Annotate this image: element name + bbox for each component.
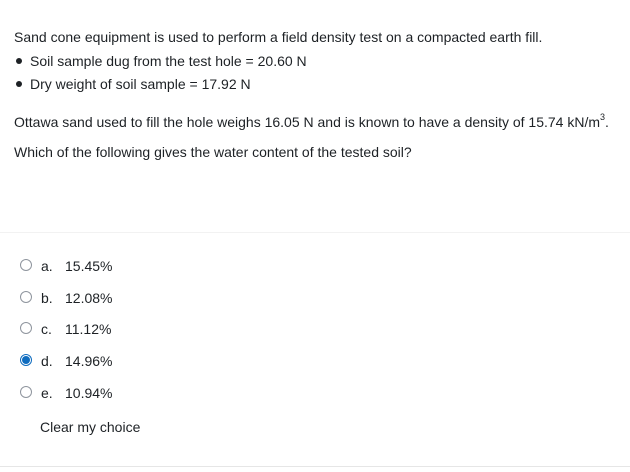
radio-button-icon[interactable] (20, 291, 32, 303)
option-value: 12.08% (65, 290, 113, 306)
answer-option-b[interactable] (17, 288, 217, 308)
option-letter: e. (41, 385, 53, 401)
bullet-icon (16, 58, 22, 64)
given-value-item (14, 75, 307, 98)
answer-option-c[interactable] (17, 319, 217, 339)
sand-text: Ottawa sand used to fill the hole weighs 16.05 N and is known to have a density of 15.74 kN/m (14, 114, 601, 130)
answer-option-d[interactable] (17, 351, 217, 371)
answer-option-e[interactable] (17, 383, 217, 403)
question-prompt: Which of the following gives the water content of the tested soil? (14, 144, 412, 160)
option-letter: a. (41, 258, 53, 274)
unit-exponent: 3 (600, 112, 606, 123)
given-value-item (14, 52, 307, 75)
radio-button-icon[interactable] (20, 259, 32, 271)
option-letter: d. (41, 353, 53, 369)
answer-option-a[interactable] (17, 256, 217, 276)
option-value: 11.12% (65, 321, 112, 337)
sand-text-end: . (605, 114, 609, 130)
given-values-list (14, 52, 307, 98)
question-paragraph-sand (14, 113, 609, 131)
radio-button-selected-icon[interactable] (20, 354, 32, 366)
bottom-divider (0, 466, 630, 467)
given-value-text: Dry weight of soil sample = 17.92 N (30, 76, 251, 92)
divider (0, 232, 630, 233)
clear-choice-link[interactable]: Clear my choice (40, 419, 141, 435)
option-value: 15.45% (65, 258, 113, 274)
given-value-text: Soil sample dug from the test hole = 20.60 N (30, 53, 307, 69)
option-letter: b. (41, 290, 53, 306)
radio-button-icon[interactable] (20, 322, 32, 334)
option-value: 10.94% (65, 385, 113, 401)
option-letter: c. (41, 321, 52, 337)
option-value: 14.96% (65, 353, 113, 369)
bullet-icon (16, 81, 22, 87)
radio-button-icon[interactable] (20, 386, 32, 398)
question-intro: Sand cone equipment is used to perform a field density test on a compacted earth fill. (14, 29, 543, 45)
